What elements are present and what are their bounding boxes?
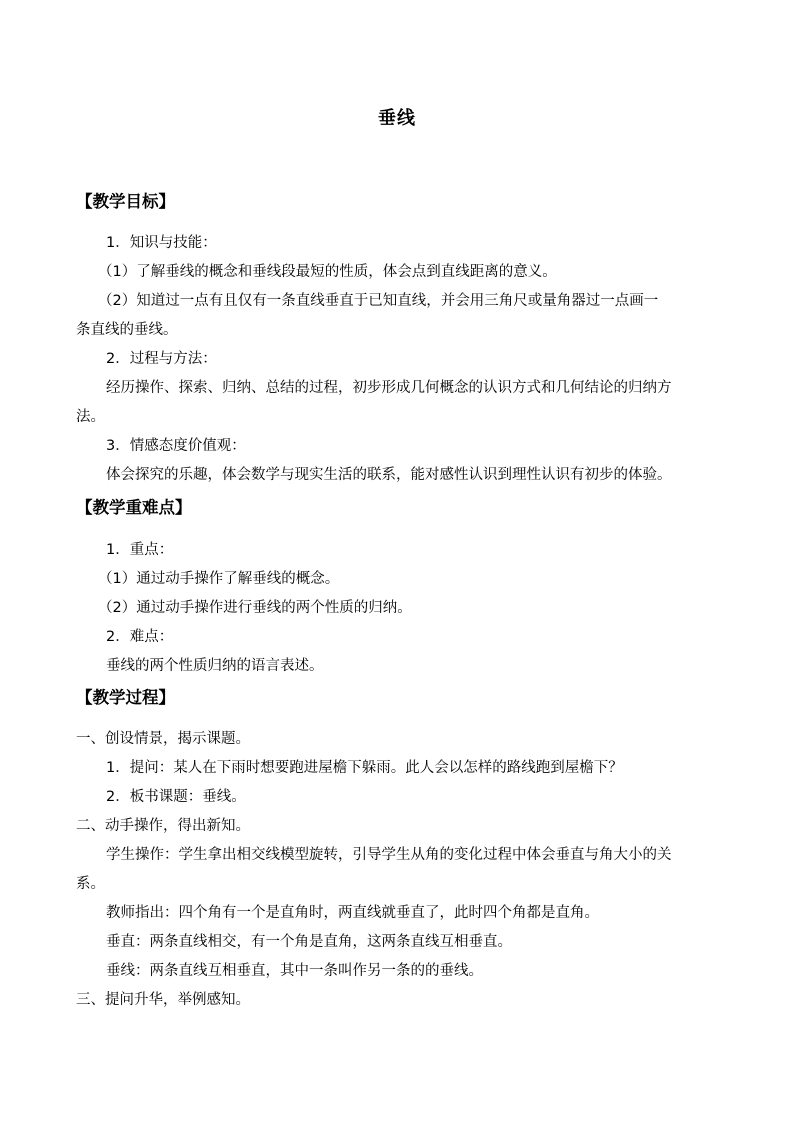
goals-line-1: 1．知识与技能： bbox=[106, 235, 217, 251]
goals-line-5: 2．过程与方法： bbox=[106, 351, 217, 367]
goals-line-2: （1）了解垂线的概念和垂线段最短的性质，体会点到直线距离的意义。 bbox=[98, 264, 557, 280]
process-line-6: 系。 bbox=[76, 876, 105, 892]
process-line-8: 垂直：两条直线相交，有一个角是直角，这两条直线互相垂直。 bbox=[106, 934, 512, 950]
goals-line-6: 经历操作、探索、归纳、总结的过程，初步形成几何概念的认识方式和几何结论的归纳方 bbox=[106, 380, 672, 396]
process-line-9: 垂线：两条直线互相垂直，其中一条叫作另一条的的垂线。 bbox=[106, 963, 483, 979]
keypoints-line-5: 垂线的两个性质归纳的语言表述。 bbox=[106, 658, 324, 674]
process-line-5: 学生操作：学生拿出相交线模型旋转，引导学生从角的变化过程中体会垂直与角大小的关 bbox=[106, 847, 672, 863]
section-heading-goals: 【教学目标】 bbox=[76, 192, 175, 211]
goals-line-4: 条直线的垂线。 bbox=[76, 322, 178, 338]
section-heading-keypoints: 【教学重难点】 bbox=[76, 498, 192, 517]
process-line-3: 2．板书课题：垂线。 bbox=[106, 789, 246, 805]
process-line-2: 1．提问：某人在下雨时想要跑进屋檐下躲雨。此人会以怎样的路线跑到屋檐下？ bbox=[106, 760, 623, 776]
keypoints-line-3: （2）通过动手操作进行垂线的两个性质的归纳。 bbox=[98, 600, 412, 616]
process-line-10: 三、提问升华，举例感知。 bbox=[76, 992, 250, 1008]
process-line-7: 教师指出：四个角有一个是直角时，两直线就垂直了，此时四个角都是直角。 bbox=[106, 905, 599, 921]
keypoints-line-1: 1．重点： bbox=[106, 542, 174, 558]
goals-line-9: 体会探究的乐趣，体会数学与现实生活的联系，能对感性认识到理性认识有初步的体验。 bbox=[106, 467, 672, 483]
section-heading-process: 【教学过程】 bbox=[76, 688, 175, 707]
goals-line-8: 3．情感态度价值观： bbox=[106, 438, 246, 454]
goals-line-3: （2）知道过一点有且仅有一条直线垂直于已知直线，并会用三角尺或量角器过一点画一 bbox=[98, 293, 659, 309]
process-line-4: 二、动手操作，得出新知。 bbox=[76, 818, 250, 834]
keypoints-line-4: 2．难点： bbox=[106, 629, 174, 645]
keypoints-line-2: （1）通过动手操作了解垂线的概念。 bbox=[98, 571, 340, 587]
goals-line-7: 法。 bbox=[76, 409, 105, 425]
document-title: 垂线 bbox=[378, 108, 416, 129]
process-line-1: 一、创设情景，揭示课题。 bbox=[76, 731, 250, 747]
